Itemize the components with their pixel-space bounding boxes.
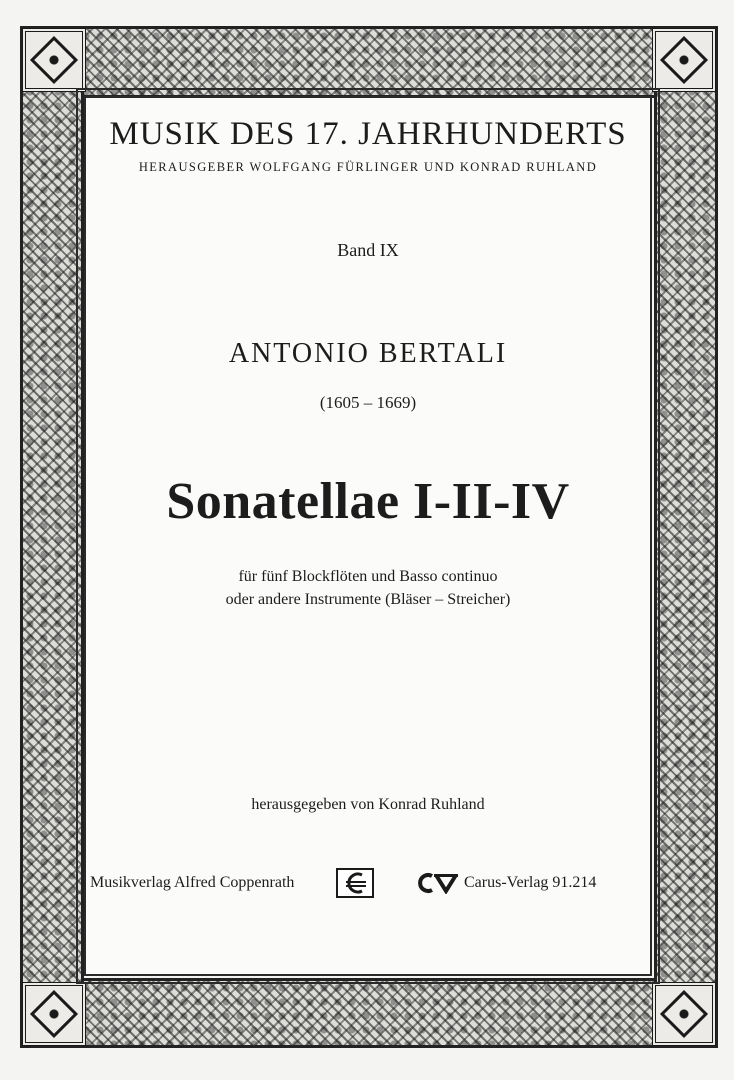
frame-right-border (654, 26, 718, 1048)
corner-ornament-icon (22, 982, 86, 1046)
carus-logo-icon (416, 872, 460, 894)
title-panel (84, 96, 652, 976)
composer-dates: (1605 – 1669) (319, 393, 417, 412)
instrumentation-line-2: oder andere Instrumente (Bläser – Streicher) (225, 591, 511, 608)
series-title: MUSIK DES 17. JAHRHUNDERTS (109, 116, 627, 152)
instrumentation-line-1: für fünf Blockflöten und Basso continuo (238, 568, 498, 585)
volume-number: Band IX (337, 240, 399, 260)
corner-ornament-icon (22, 28, 86, 92)
editor-credit: herausgegeben von Konrad Ruhland (251, 796, 485, 813)
corner-ornament-icon (652, 28, 716, 92)
publisher-line (90, 868, 646, 904)
series-editors: HERAUSGEBER WOLFGANG FÜRLINGER UND KONRAD RUHLAND (138, 160, 598, 174)
composer-name: ANTONIO BERTALI (228, 338, 508, 369)
publisher-carus: Carus-Verlag 91.214 (464, 874, 597, 891)
instrumentation (84, 565, 652, 611)
coppenrath-logo-icon (336, 868, 374, 898)
corner-ornament-icon (652, 982, 716, 1046)
frame-left-border (20, 26, 84, 1048)
publisher-coppenrath: Musikverlag Alfred Coppenrath (90, 874, 295, 891)
work-title: Sonatellae I-II-IV (166, 473, 570, 530)
frame-bottom-border (20, 978, 718, 1048)
